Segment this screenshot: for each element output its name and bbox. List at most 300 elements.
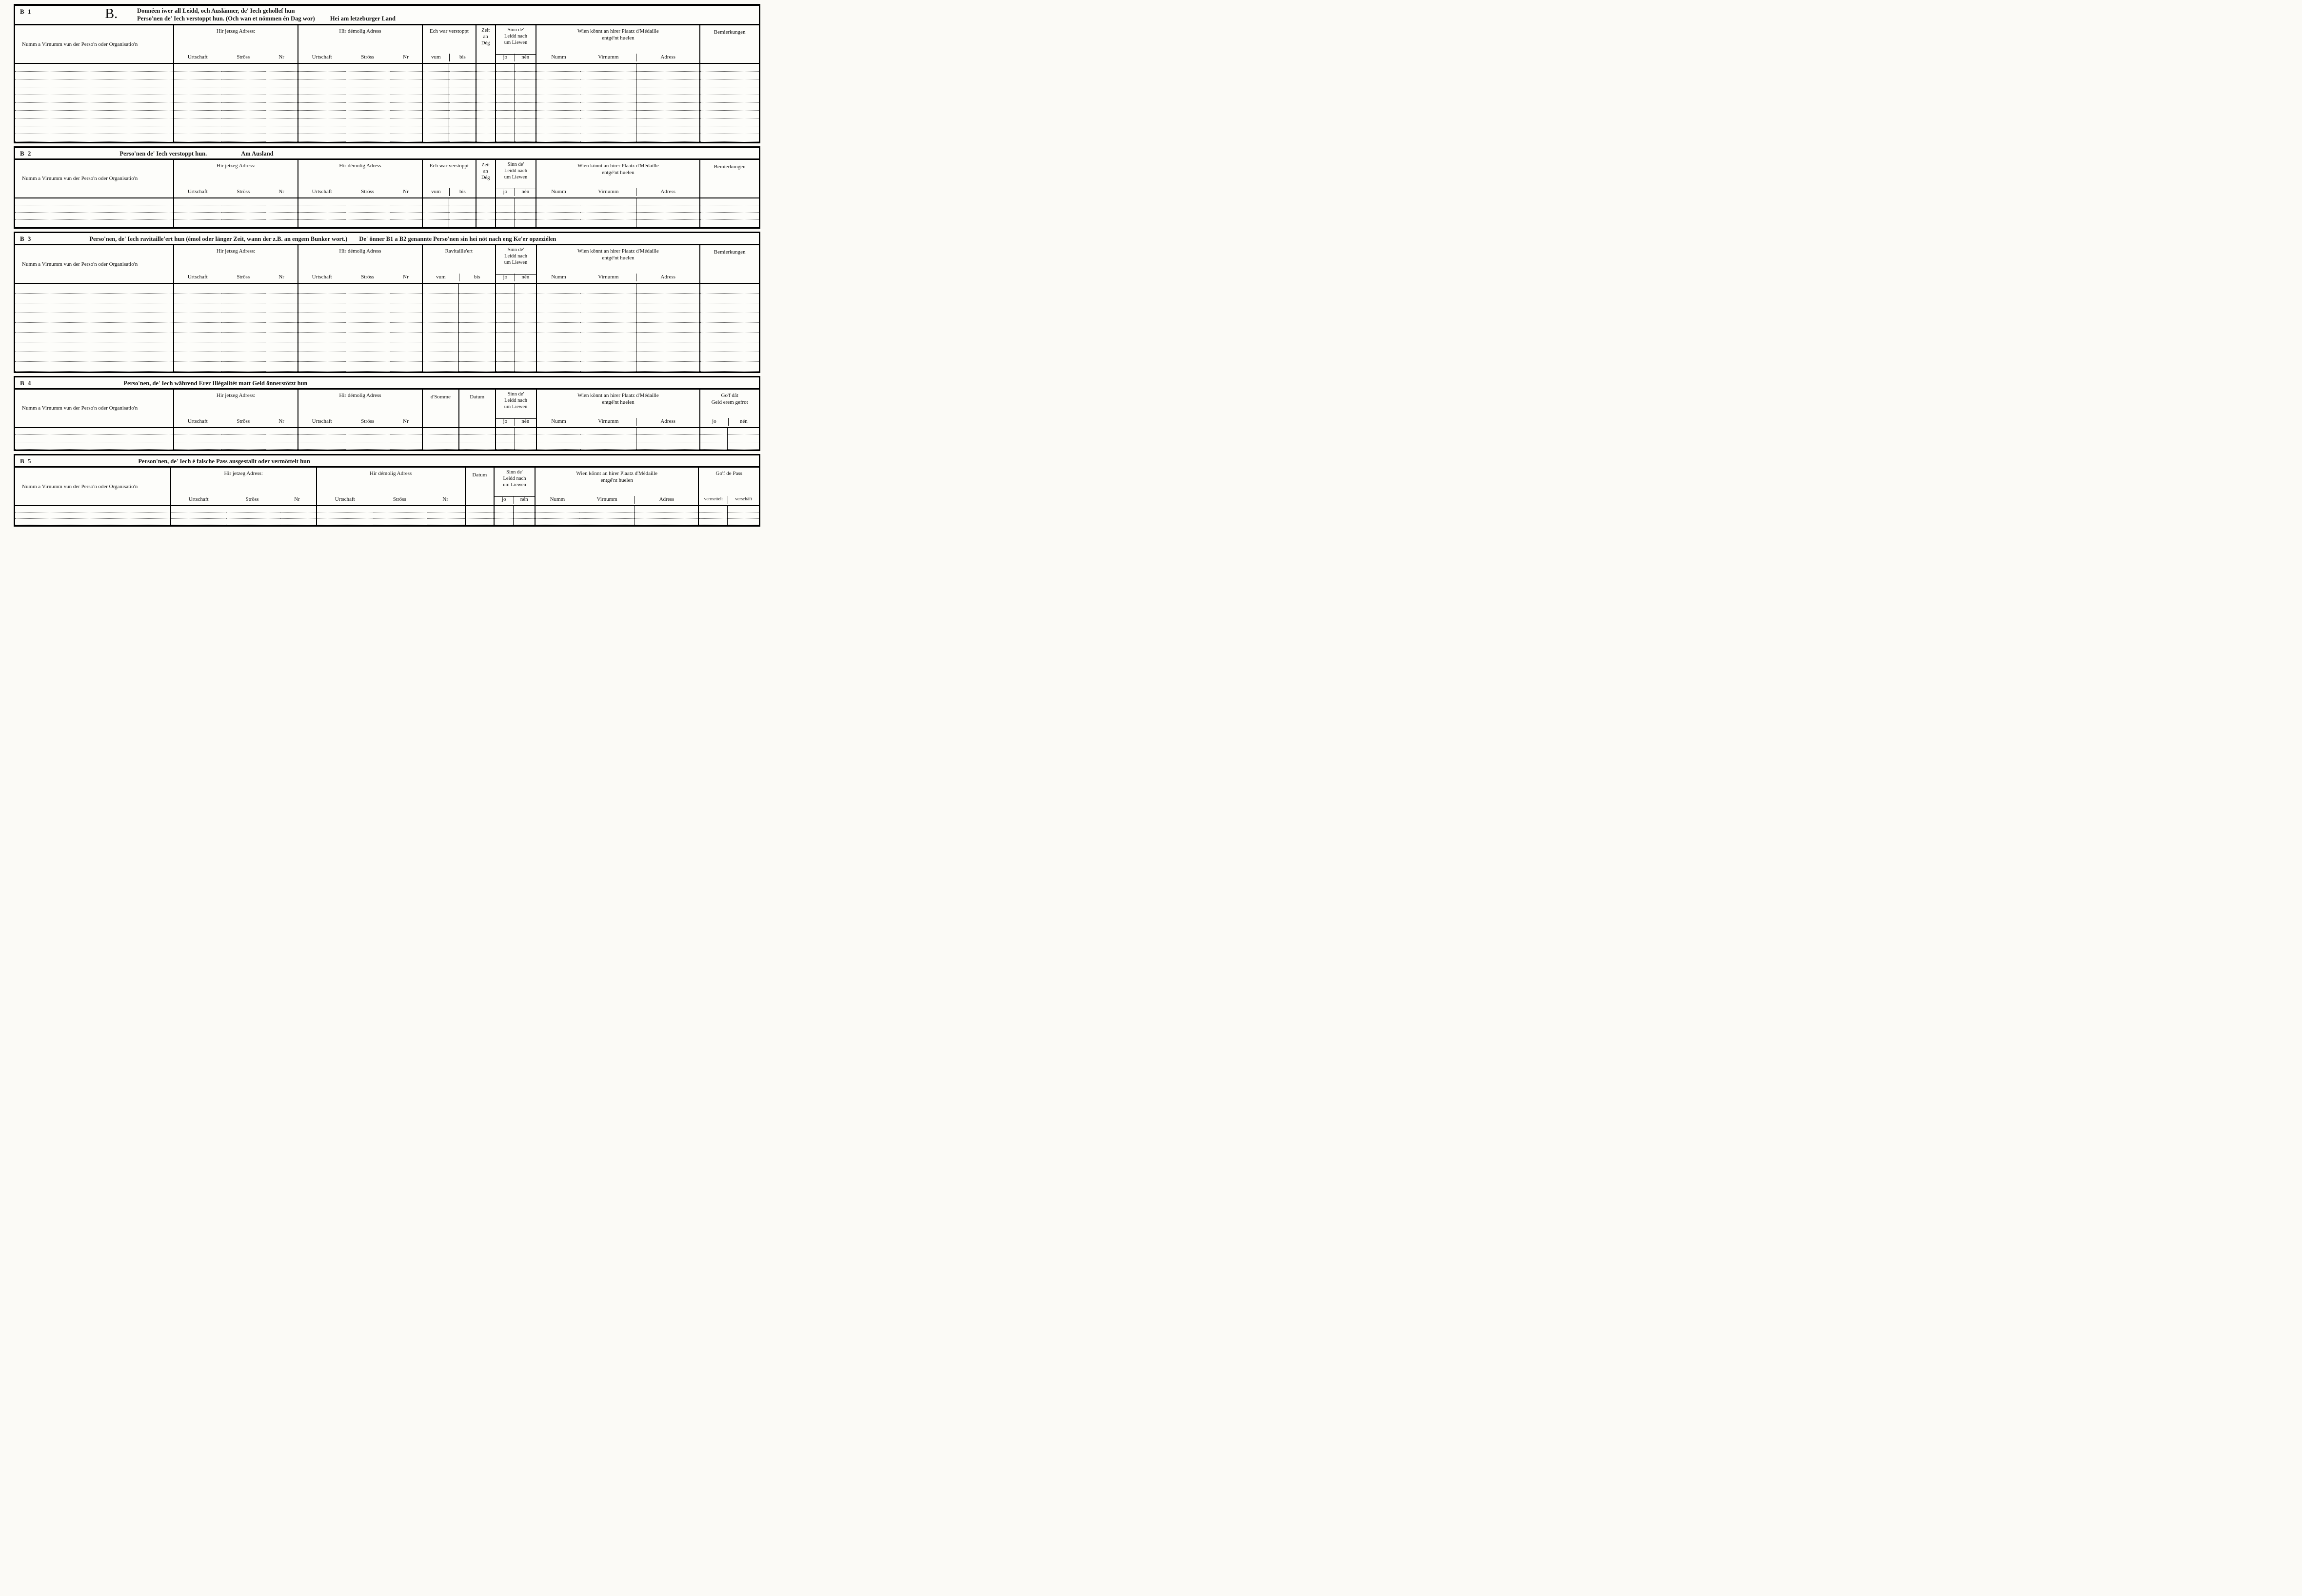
fill-cell	[266, 118, 298, 126]
fill-row	[15, 283, 759, 293]
fill-cell	[266, 205, 298, 213]
fill-cell	[346, 110, 391, 118]
fill-cell	[580, 110, 636, 118]
fill-cell	[266, 126, 298, 134]
fill-cell	[298, 342, 346, 352]
fill-cell	[346, 361, 391, 371]
fill-cell	[174, 352, 221, 361]
fill-cell	[496, 118, 515, 126]
fill-cell	[636, 110, 700, 118]
fill-cell	[700, 63, 759, 71]
fill-cell	[422, 313, 459, 322]
bis-label: bis	[449, 188, 476, 196]
fill-row	[15, 110, 759, 118]
section-b3-title: Perso'nen, de' Iech ravitaille'ert hun (émol oder länger Zeit, wann der z.B. an engem Bunker wort.)	[89, 236, 348, 242]
fill-cell	[515, 332, 536, 342]
fill-cell	[15, 134, 174, 141]
fill-cell	[298, 198, 346, 205]
fill-cell	[636, 442, 700, 450]
fill-cell	[422, 134, 449, 141]
fill-cell	[422, 63, 449, 71]
fill-cell	[346, 213, 391, 220]
fill-cell	[536, 428, 580, 435]
fill-cell	[580, 205, 636, 213]
fill-cell	[496, 303, 515, 313]
fill-cell	[174, 313, 221, 322]
stross-label: Ströss	[361, 54, 375, 60]
money-returned-header: Go'f dât Geld erem gefrot jo nén	[700, 390, 759, 428]
fill-cell	[496, 361, 515, 371]
section-b3-id: B 3	[20, 235, 32, 242]
fill-cell	[266, 352, 298, 361]
fill-cell	[171, 506, 226, 512]
fill-cell	[221, 293, 266, 303]
fill-cell	[636, 303, 700, 313]
fill-cell	[580, 322, 636, 332]
fill-cell	[515, 71, 536, 79]
fill-cell	[535, 506, 579, 512]
fill-cell	[221, 428, 266, 435]
current-address-header: Hir jetzeg Adress: Urtschaft Ströss Nr	[171, 468, 317, 506]
fill-cell	[459, 442, 496, 450]
virnumm-label: Virnumm	[598, 274, 619, 280]
fill-cell	[346, 79, 391, 87]
fill-cell	[636, 428, 700, 435]
fill-cell	[298, 220, 346, 227]
fill-cell	[476, 205, 496, 213]
fill-cell	[266, 332, 298, 342]
fill-cell	[174, 205, 221, 213]
fill-cell	[635, 512, 698, 518]
table-b2	[15, 160, 759, 228]
fill-cell	[390, 342, 422, 352]
nen-label: nén	[515, 274, 536, 281]
fill-cell	[636, 435, 700, 442]
fill-cell	[266, 313, 298, 322]
nen-label: nén	[515, 54, 536, 61]
fill-cell	[515, 198, 536, 205]
fill-cell	[280, 518, 317, 525]
fill-cell	[700, 71, 759, 79]
fill-cell	[346, 332, 391, 342]
fill-cell	[422, 303, 459, 313]
fill-cell	[536, 220, 580, 227]
fill-cell	[15, 198, 174, 205]
fill-cell	[535, 512, 579, 518]
hidden-period-header: Ech war verstoppt vum bis	[422, 25, 476, 63]
fill-cell	[346, 342, 391, 352]
fill-cell	[221, 213, 266, 220]
fill-cell	[390, 110, 422, 118]
fill-cell	[298, 283, 346, 293]
fill-cell	[449, 205, 476, 213]
fill-cell	[580, 428, 636, 435]
fill-row	[15, 79, 759, 87]
fill-cell	[515, 126, 536, 134]
fill-row	[15, 352, 759, 361]
fill-cell	[390, 87, 422, 95]
fill-cell	[298, 134, 346, 141]
medal-recipient-header: Wien könnt an hirer Plaatz d'Médaille entgé'nt huelen Numm Virnumm Adress	[536, 25, 700, 63]
fill-cell	[728, 442, 759, 450]
fill-cell	[535, 518, 579, 525]
fill-cell	[422, 435, 459, 442]
fill-cell	[496, 102, 515, 110]
fill-cell	[15, 205, 174, 213]
fill-row	[15, 71, 759, 79]
fill-cell	[221, 352, 266, 361]
hidden-period-header: Ech war verstoppt vum bis	[422, 160, 476, 198]
fill-cell	[221, 87, 266, 95]
nr-label: Nr	[278, 188, 284, 195]
fill-cell	[266, 342, 298, 352]
fill-cell	[298, 126, 346, 134]
fill-cell	[174, 283, 221, 293]
section-b2	[14, 146, 760, 229]
urtschaft-label: Urtschaft	[312, 188, 332, 195]
fill-row	[15, 213, 759, 220]
fill-cell	[298, 95, 346, 102]
fill-cell	[422, 428, 459, 435]
fill-cell	[346, 442, 391, 450]
fill-cell	[465, 512, 494, 518]
nr-label: Nr	[278, 274, 284, 280]
fill-cell	[636, 126, 700, 134]
fill-row	[15, 220, 759, 227]
fill-cell	[422, 220, 449, 227]
fill-cell	[536, 63, 580, 71]
fill-cell	[422, 102, 449, 110]
fill-cell	[390, 442, 422, 450]
fill-cell	[422, 293, 459, 303]
fill-cell	[536, 134, 580, 141]
jo-label: jo	[503, 418, 508, 424]
fill-cell	[174, 118, 221, 126]
fill-cell	[515, 313, 536, 322]
fill-cell	[636, 102, 700, 110]
section-b5	[14, 454, 760, 527]
fill-cell	[226, 512, 280, 518]
fill-row	[15, 518, 759, 525]
fill-cell	[515, 361, 536, 371]
fill-cell	[298, 118, 346, 126]
virnumm-label: Virnumm	[598, 188, 619, 195]
fill-cell	[171, 518, 226, 525]
fill-cell	[496, 435, 515, 442]
fill-cell	[700, 213, 759, 220]
section-b5-header	[15, 455, 759, 468]
fill-cell	[700, 87, 759, 95]
fill-cell	[174, 428, 221, 435]
fill-cell	[15, 79, 174, 87]
nen-label: nén	[515, 188, 536, 196]
fill-cell	[515, 428, 536, 435]
virnumm-label: Virnumm	[598, 418, 619, 424]
fill-cell	[514, 512, 535, 518]
table-b5	[15, 468, 759, 525]
name-column-header: Numm a Virnumm vun der Perso'n oder Organisatio'n	[15, 245, 174, 283]
fill-cell	[298, 435, 346, 442]
fill-cell	[496, 126, 515, 134]
fill-cell	[476, 95, 496, 102]
fill-cell	[298, 442, 346, 450]
urtschaft-label: Urtschaft	[188, 496, 209, 502]
fill-cell	[266, 220, 298, 227]
fill-row	[15, 435, 759, 442]
fill-cell	[465, 506, 494, 512]
fill-cell	[580, 63, 636, 71]
fill-cell	[15, 71, 174, 79]
fill-cell	[174, 332, 221, 342]
fill-cell	[494, 518, 514, 525]
fill-cell	[280, 512, 317, 518]
fill-cell	[515, 352, 536, 361]
fill-cell	[298, 332, 346, 342]
fill-cell	[174, 126, 221, 134]
adress-label: Adress	[636, 274, 699, 281]
fill-cell	[580, 352, 636, 361]
fill-cell	[580, 283, 636, 293]
fill-cell	[580, 134, 636, 141]
stross-label: Ströss	[361, 274, 375, 280]
fill-cell	[266, 428, 298, 435]
fill-cell	[728, 512, 759, 518]
fill-cell	[15, 442, 174, 450]
fill-cell	[422, 283, 459, 293]
fill-row	[15, 118, 759, 126]
fill-cell	[422, 352, 459, 361]
fill-cell	[496, 313, 515, 322]
fill-cell	[728, 518, 759, 525]
fill-cell	[536, 71, 580, 79]
table-b4	[15, 390, 759, 450]
fill-cell	[221, 134, 266, 141]
jo-label: jo	[503, 274, 508, 280]
fill-cell	[580, 361, 636, 371]
nr-label: Nr	[403, 54, 409, 60]
fill-cell	[390, 118, 422, 126]
fill-cell	[636, 95, 700, 102]
fill-cell	[459, 435, 496, 442]
stross-label: Ströss	[245, 496, 259, 502]
fill-cell	[449, 87, 476, 95]
fill-row	[15, 198, 759, 205]
fill-cell	[536, 283, 580, 293]
fill-cell	[698, 518, 727, 525]
fill-cell	[221, 435, 266, 442]
fill-cell	[346, 126, 391, 134]
fill-cell	[422, 442, 459, 450]
fill-cell	[580, 313, 636, 322]
fill-cell	[536, 332, 580, 342]
fill-cell	[515, 442, 536, 450]
verschaft-label: verschäft	[728, 496, 759, 504]
fill-cell	[15, 283, 174, 293]
fill-cell	[174, 87, 221, 95]
fill-cell	[221, 198, 266, 205]
fill-cell	[700, 352, 759, 361]
days-column-header: Zeit an Dég	[476, 25, 496, 63]
fill-cell	[580, 87, 636, 95]
fill-cell	[174, 322, 221, 332]
fill-cell	[266, 435, 298, 442]
fill-cell	[580, 332, 636, 342]
section-b2-header	[15, 148, 759, 160]
fill-cell	[496, 220, 515, 227]
nr-label: Nr	[278, 54, 284, 60]
fill-cell	[346, 352, 391, 361]
fill-row	[15, 361, 759, 371]
fill-cell	[476, 134, 496, 141]
fill-cell	[459, 283, 496, 293]
fill-cell	[635, 506, 698, 512]
name-column-header: Numm a Virnumm vun der Perso'n oder Organisatio'n	[15, 25, 174, 63]
nr-label: Nr	[403, 274, 409, 280]
fill-cell	[536, 102, 580, 110]
fill-row	[15, 293, 759, 303]
fill-row	[15, 87, 759, 95]
fill-cell	[515, 322, 536, 332]
former-address-header: Hir démolig Adress Urtschaft Ströss Nr	[298, 245, 422, 283]
fill-cell	[536, 342, 580, 352]
jo-label: jo	[503, 188, 508, 195]
fill-cell	[449, 102, 476, 110]
alive-header: Sinn de' Leidd nach um Liewen jo nén	[496, 160, 536, 198]
stross-label: Ströss	[237, 418, 250, 424]
fill-cell	[298, 213, 346, 220]
fill-cell	[298, 352, 346, 361]
fill-cell	[700, 198, 759, 205]
fill-cell	[390, 79, 422, 87]
fill-cell	[174, 198, 221, 205]
stross-label: Ströss	[237, 188, 250, 195]
fill-cell	[515, 110, 536, 118]
stross-label: Ströss	[393, 496, 406, 502]
fill-cell	[449, 213, 476, 220]
fill-cell	[422, 361, 459, 371]
fill-cell	[15, 102, 174, 110]
fill-cell	[476, 87, 496, 95]
stross-label: Ströss	[237, 54, 250, 60]
fill-cell	[536, 118, 580, 126]
fill-cell	[515, 63, 536, 71]
date-header: Datum	[465, 468, 494, 506]
fill-cell	[580, 213, 636, 220]
fill-cell	[298, 361, 346, 371]
adress-label: Adress	[636, 54, 699, 61]
section-b4-title: Perso'nen, de' Iech während Erer Illégalitét matt Geld önnerstötzt hun	[123, 379, 308, 387]
date-header: Datum	[459, 390, 496, 428]
fill-cell	[15, 63, 174, 71]
fill-cell	[390, 71, 422, 79]
fill-cell	[298, 293, 346, 303]
stross-label: Ströss	[361, 418, 375, 424]
fill-cell	[346, 134, 391, 141]
urtschaft-label: Urtschaft	[335, 496, 355, 502]
fill-cell	[515, 220, 536, 227]
fill-cell	[494, 506, 514, 512]
fill-cell	[459, 313, 496, 322]
fill-cell	[700, 283, 759, 293]
fill-cell	[266, 283, 298, 293]
section-b3-header	[15, 233, 759, 245]
fill-cell	[496, 352, 515, 361]
fill-row	[15, 126, 759, 134]
fill-cell	[221, 126, 266, 134]
fill-cell	[536, 361, 580, 371]
name-column-header: Numm a Virnumm vun der Perso'n oder Organisatio'n	[15, 468, 171, 506]
fill-cell	[174, 442, 221, 450]
fill-cell	[346, 71, 391, 79]
fill-cell	[580, 118, 636, 126]
fill-cell	[174, 361, 221, 371]
fill-cell	[174, 435, 221, 442]
fill-cell	[390, 102, 422, 110]
adress-label: Adress	[635, 496, 698, 504]
fill-cell	[636, 79, 700, 87]
fill-cell	[700, 435, 727, 442]
fill-cell	[700, 342, 759, 352]
numm-label: Numm	[551, 274, 566, 280]
name-column-header: Numm a Virnumm vun der Perso'n oder Organisatio'n	[15, 160, 174, 198]
nen-label: nén	[728, 418, 759, 426]
fill-cell	[494, 512, 514, 518]
scanned-form-page	[0, 0, 767, 535]
fill-cell	[266, 79, 298, 87]
fill-cell	[298, 322, 346, 332]
urtschaft-label: Urtschaft	[312, 418, 332, 424]
pass-provided-header: Go'f de Pass vermettelt verschäft	[698, 468, 759, 506]
fill-cell	[221, 442, 266, 450]
section-b2-location: Am Ausland	[241, 150, 274, 157]
fill-cell	[298, 71, 346, 79]
fill-cell	[221, 303, 266, 313]
former-address-header: Hir démolig Adress Urtschaft Ströss Nr	[298, 390, 422, 428]
current-address-header: Hir jetzeg Adress: Urtschaft Ströss Nr	[174, 245, 298, 283]
fill-cell	[390, 283, 422, 293]
vum-label: vum	[431, 54, 441, 60]
fill-cell	[449, 118, 476, 126]
fill-cell	[515, 342, 536, 352]
fill-cell	[459, 428, 496, 435]
fill-cell	[476, 110, 496, 118]
fill-cell	[15, 428, 174, 435]
fill-cell	[580, 95, 636, 102]
fill-cell	[700, 126, 759, 134]
fill-cell	[174, 293, 221, 303]
fill-cell	[459, 293, 496, 303]
medal-recipient-header: Wien könnt an hirer Plaatz d'Médaille entgé'nt huelen Numm Virnumm Adress	[535, 468, 698, 506]
fill-cell	[580, 79, 636, 87]
urtschaft-label: Urtschaft	[187, 418, 208, 424]
fill-cell	[465, 518, 494, 525]
fill-cell	[636, 342, 700, 352]
fill-cell	[390, 361, 422, 371]
fill-cell	[728, 506, 759, 512]
adress-label: Adress	[636, 188, 699, 196]
fill-cell	[698, 506, 727, 512]
fill-cell	[15, 512, 171, 518]
fill-cell	[15, 110, 174, 118]
section-b3-note: De' önner B1 a B2 genannte Perso'nen sin hei nöt nach eng Ke'er opzeziélen	[359, 236, 556, 242]
section-b5-title: Person'nen, de' Iech é falsche Pass ausgestallt oder vermöttelt hun	[138, 458, 310, 465]
fill-cell	[221, 71, 266, 79]
nen-label: nén	[515, 418, 536, 426]
fill-cell	[496, 283, 515, 293]
fill-cell	[636, 213, 700, 220]
fill-row	[15, 506, 759, 512]
fill-cell	[536, 205, 580, 213]
